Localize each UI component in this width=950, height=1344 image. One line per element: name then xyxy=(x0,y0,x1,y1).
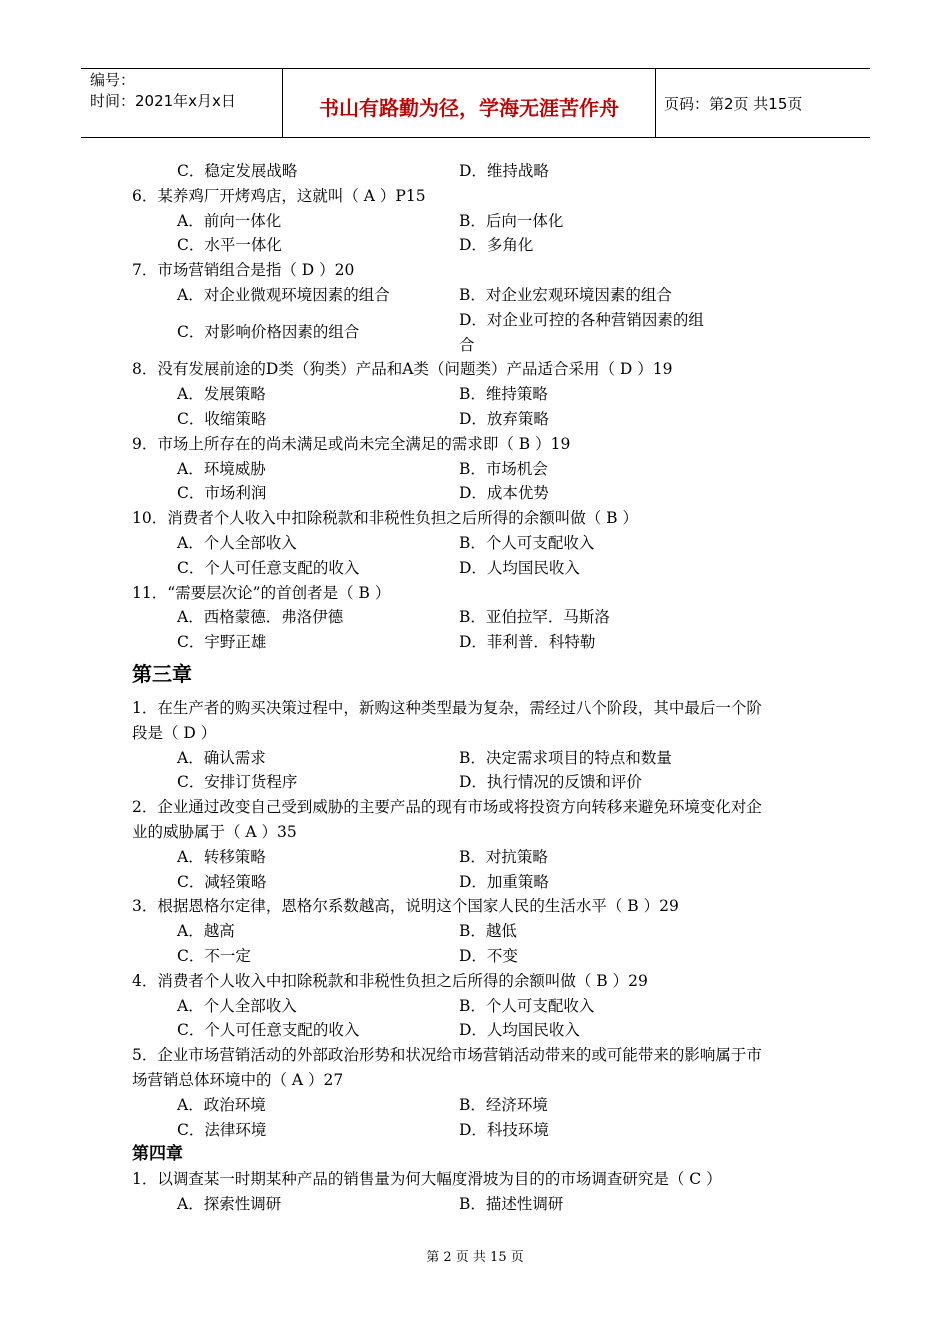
option-right-continued: 合 xyxy=(459,335,475,354)
page-number-label: 页码：第2页 共15页 xyxy=(664,95,803,113)
option-left: C．收缩策略 xyxy=(177,410,267,428)
option-right: D．成本优势 xyxy=(459,484,549,503)
option-right: B．决定需求项目的特点和数量 xyxy=(459,748,672,767)
page-footer: 第 2 页 共 15 页 xyxy=(426,1250,524,1265)
option-left: C．不一定 xyxy=(177,947,251,965)
option-left: C．稳定发展战略 xyxy=(177,162,298,180)
option-right: D．不变 xyxy=(459,947,518,965)
question-line: 10．消费者个人收入中扣除税款和非税性负担之后所得的余额叫做（ B ） xyxy=(132,509,638,528)
question-line: 11．“需要层次论”的首创者是（ B ） xyxy=(132,583,391,602)
option-right: D．多角化 xyxy=(459,236,534,255)
option-right: B．经济环境 xyxy=(459,1095,548,1114)
option-left: C．水平一体化 xyxy=(177,236,282,255)
question-line: 4．消费者个人收入中扣除税款和非税性负担之后所得的余额叫做（ B ）29 xyxy=(132,971,648,990)
option-right: B．个人可支配收入 xyxy=(459,996,595,1015)
option-right: D．对企业可控的各种营销因素的组 xyxy=(459,310,704,329)
number-label: 编号： xyxy=(90,71,136,89)
option-right: B．描述性调研 xyxy=(459,1195,564,1213)
option-right: D．人均国民收入 xyxy=(459,1021,580,1040)
option-left: A．对企业微观环境因素的组合 xyxy=(177,286,390,304)
option-right: B．亚伯拉罕．马斯洛 xyxy=(459,608,610,627)
question-line: 2．企业通过改变自己受到威胁的主要产品的现有市场或将投资方向转移来避免环境变化对企 xyxy=(132,798,762,817)
option-left: C．安排订货程序 xyxy=(177,773,298,792)
option-left: C．市场利润 xyxy=(177,484,267,503)
time-label: 时间：2021年x月x日 xyxy=(90,92,236,110)
option-left: C．法律环境 xyxy=(177,1120,267,1139)
option-right: B．市场机会 xyxy=(459,459,548,478)
question-line: 业的威胁属于（ A ）35 xyxy=(132,823,297,841)
option-right: D．加重策略 xyxy=(459,872,549,891)
option-left: A．政治环境 xyxy=(177,1095,266,1114)
option-left: A．个人全部收入 xyxy=(177,534,297,552)
question-line: 5．企业市场营销活动的外部政治形势和状况给市场营销活动带来的或可能带来的影响属于市 xyxy=(132,1046,762,1065)
option-right: B．对企业宏观环境因素的组合 xyxy=(459,286,672,304)
option-left: A．转移策略 xyxy=(177,847,266,866)
option-right: D．人均国民收入 xyxy=(459,558,580,577)
option-left: A．确认需求 xyxy=(177,748,266,767)
chapter-heading: 第三章 xyxy=(132,662,192,686)
option-left: C．个人可任意支配的收入 xyxy=(177,558,360,577)
chapter-heading: 第四章 xyxy=(132,1144,183,1165)
option-right: B．后向一体化 xyxy=(459,211,564,230)
option-right: B．越低 xyxy=(459,922,517,941)
option-right: D．菲利普．科特勒 xyxy=(459,633,596,652)
option-right: B．对抗策略 xyxy=(459,847,548,866)
motto-text: 书山有路勤为径，学海无涯苦作舟 xyxy=(319,96,619,120)
question-line: 9．市场上所存在的尚未满足或尚未完全满足的需求即（ B ）19 xyxy=(132,434,571,453)
option-left: A．个人全部收入 xyxy=(177,996,297,1015)
option-left: C．个人可任意支配的收入 xyxy=(177,1021,360,1040)
question-line: 场营销总体环境中的（ A ）27 xyxy=(132,1071,344,1089)
option-left: A．发展策略 xyxy=(177,385,266,404)
option-right: D．科技环境 xyxy=(459,1120,549,1139)
option-left: A．前向一体化 xyxy=(177,211,282,230)
question-line: 1．以调查某一时期某种产品的销售量为何大幅度滑坡为目的的市场调查研究是（ C ） xyxy=(132,1170,722,1189)
option-left: C．减轻策略 xyxy=(177,872,267,891)
question-line: 7．市场营销组合是指（ D ）20 xyxy=(132,261,355,280)
question-line: 8．没有发展前途的D类（狗类）产品和A类（问题类）产品适合采用（ D ）19 xyxy=(132,360,673,379)
option-left: C．宇野正雄 xyxy=(177,633,267,652)
option-left: C．对影响价格因素的组合 xyxy=(177,322,360,341)
option-right: D．维持战略 xyxy=(459,162,549,180)
option-left: A．越高 xyxy=(177,922,235,941)
option-left: A．探索性调研 xyxy=(177,1195,282,1213)
option-left: A．环境威胁 xyxy=(177,459,266,478)
question-line: 6．某养鸡厂开烤鸡店，这就叫（ A ）P15 xyxy=(132,186,426,205)
option-right: B．个人可支配收入 xyxy=(459,534,595,552)
option-left: A．西格蒙德．弗洛伊德 xyxy=(177,608,344,627)
question-line: 3．根据恩格尔定律，恩格尔系数越高，说明这个国家人民的生活水平（ B ）29 xyxy=(132,897,679,916)
question-line: 段是（ D ） xyxy=(132,723,217,742)
option-right: B．维持策略 xyxy=(459,385,548,404)
option-right: D．执行情况的反馈和评价 xyxy=(459,773,642,792)
question-line: 1．在生产者的购买决策过程中，新购这种类型最为复杂，需经过八个阶段，其中最后一个阶 xyxy=(132,699,762,717)
option-right: D．放弃策略 xyxy=(459,410,549,428)
